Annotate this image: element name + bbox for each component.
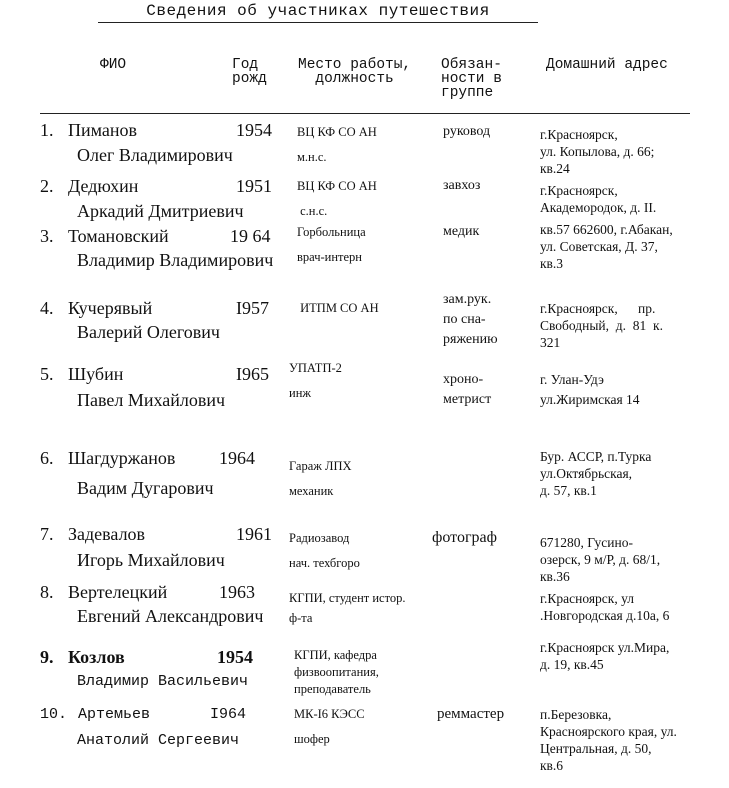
surname: Пиманов [68,120,138,140]
given-names: Валерий Олегович [77,322,220,342]
given-names: Анатолий Сергеевич [77,732,240,749]
header-rule [40,113,690,114]
home-address: 671280, Гусино- озерск, 9 м/Р, д. 68/1, кв.36 [540,535,661,584]
workplace: ВЦ КФ СО АН с.н.с. [297,179,377,218]
workplace: УПАТП-2 инж [289,361,342,400]
given-names: Вадим Дугарович [77,478,214,498]
group-duty: реммастер [437,706,505,722]
home-address: г.Красноярск, Академородок, д. II. [540,183,657,215]
row-number: 3. [40,226,54,246]
row-number: 5. [40,364,54,384]
home-address: кв.57 662600, г.Абакан, ул. Советская, Д. 37, кв.3 [540,222,673,271]
row-number: 8. [40,582,54,602]
given-names: Евгений Александрович [77,606,264,626]
header-work: Место работы, должность [298,57,412,87]
given-names: Аркадий Дмитриевич [77,201,244,221]
given-names: Игорь Михайлович [77,550,225,570]
group-duty: зам.рук. по сна- ряжению [443,292,498,347]
row-number: 10. [40,706,68,723]
header-address: Домашний адрес [546,57,668,73]
workplace: Гараж ЛПХ механик [289,459,352,498]
home-address: г.Красноярск, ул. Копылова, д. 66; кв.24 [540,127,655,176]
birth-year: 19 64 [230,226,271,246]
group-duty: хроно- метрист [443,372,492,407]
header-fio: ФИО [100,57,127,73]
surname: Вертелецкий [68,582,168,602]
group-duty: завхоз [443,178,481,193]
workplace: КГПИ, кафедра физвоопитания, преподаватель [294,648,379,696]
surname: Шубин [68,364,124,384]
header-duty: Обязан- ности в группе [441,57,502,101]
workplace: МК-I6 КЭСС шофер [294,707,365,746]
surname: Козлов [68,647,125,667]
workplace: ИТПМ СО АН [297,301,379,315]
birth-year: 1954 [217,647,253,667]
birth-year: 1961 [236,524,272,544]
workplace: Радиозавод нач. техбгоро [289,531,360,570]
row-number: 9. [40,647,54,667]
surname: Задевалов [68,524,146,544]
home-address: п.Березовка, Красноярского края, ул. Центральная, д. 50, кв.6 [540,707,677,773]
birth-year: I957 [236,298,269,318]
row-number: 7. [40,524,54,544]
workplace: ВЦ КФ СО АН м.н.с. [297,125,377,164]
header-year: Год рожд [232,57,267,87]
surname: Дедюхин [68,176,139,196]
surname: Томановский [68,226,169,246]
group-duty: медик [443,224,480,239]
row-number: 4. [40,298,54,318]
given-names: Владимир Владимирович [77,250,274,270]
row-number: 1. [40,120,54,140]
document-title: Сведения об участниках путешествия [146,2,490,20]
home-address: г.Красноярск ул.Мира, д. 19, кв.45 [540,640,670,672]
surname: Артемьев [78,706,151,723]
row-number: 2. [40,176,54,196]
group-duty: фотограф [432,529,497,546]
row-number: 6. [40,448,54,468]
birth-year: 1964 [219,448,255,468]
surname: Шагдуржанов [68,448,176,468]
title-underline [98,22,538,23]
home-address: г.Красноярск, ул .Новгородская д.10а, 6 [540,591,670,623]
given-names: Олег Владимирович [77,145,233,165]
workplace: КГПИ, студент истор. ф-та [289,591,406,625]
workplace: Горбольница врач-интерн [297,225,366,264]
home-address: г.Красноярск, пр. Свободный, д. 81 к. 321 [540,301,663,350]
surname: Кучерявый [68,298,153,318]
given-names: Владимир Васильевич [77,673,249,690]
home-address: г. Улан-Удэ ул.Жиримская 14 [540,372,640,407]
given-names: Павел Михайлович [77,390,226,410]
birth-year: I964 [210,706,247,723]
birth-year: 1954 [236,120,272,140]
home-address: Бур. АССР, п.Турка ул.Октябрьская, д. 57, кв.1 [540,449,652,498]
birth-year: 1951 [236,176,272,196]
birth-year: I965 [236,364,269,384]
group-duty: руковод [443,124,491,139]
birth-year: 1963 [219,582,255,602]
